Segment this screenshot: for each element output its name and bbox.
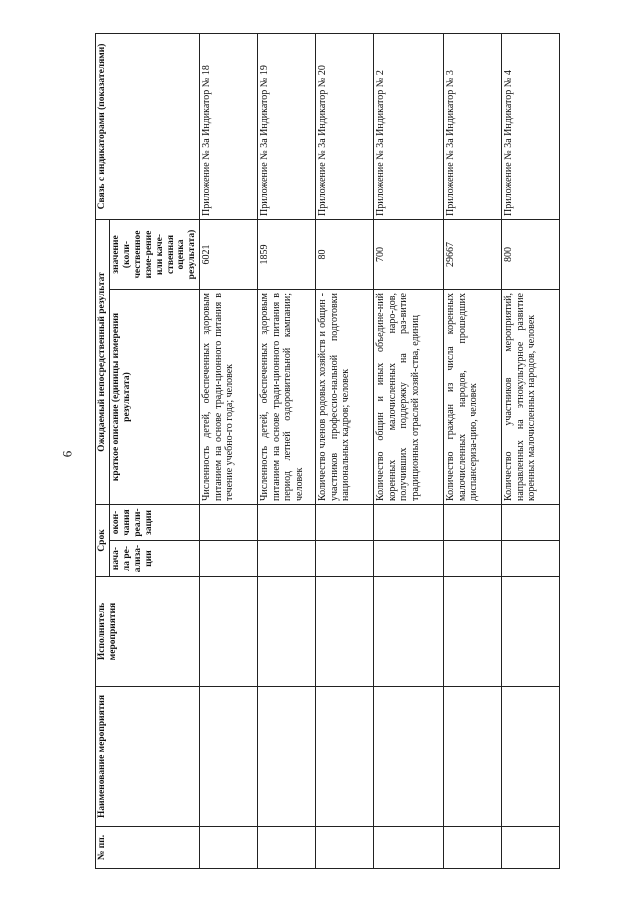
cell-description: Количество членов родовых хозяйств и общин - участников профессио-нальной подготовки национальных кадров; человек xyxy=(316,290,374,505)
table-row xyxy=(444,34,502,869)
cell-end xyxy=(316,505,374,541)
cell-value: 1859 xyxy=(258,220,316,290)
cell-value: 80 xyxy=(316,220,374,290)
cell-value: 6021 xyxy=(200,220,258,290)
cell-no xyxy=(374,827,444,869)
header-executor: Исполнитель мероприятия xyxy=(96,577,200,687)
cell-link: Приложение № 3а Индикатор № 3 xyxy=(444,34,502,220)
cell-description: Численность детей, обеспеченных здоровым питанием на основе тради-ционного питания в период летней оздоровительной кампании; человек xyxy=(258,290,316,505)
cell-end xyxy=(258,505,316,541)
cell-name xyxy=(374,687,444,827)
header-result-value: значение (коли-чественное изме-рение или каче-ственная оценка результата) xyxy=(109,220,199,290)
cell-no xyxy=(444,827,502,869)
cell-start xyxy=(444,541,502,577)
cell-name xyxy=(200,687,258,827)
cell-start xyxy=(316,541,374,577)
cell-description: Количество общин и иных объедине-ний коренных малочисленных наро-дов, получивших поддержку на раз-витие традиционных отраслей хозяй-ства, единиц xyxy=(374,290,444,505)
cell-end xyxy=(502,505,560,541)
cell-executor xyxy=(200,577,258,687)
cell-executor xyxy=(316,577,374,687)
cell-end xyxy=(374,505,444,541)
table-row xyxy=(502,34,560,869)
cell-link: Приложение № 3а Индикатор № 20 xyxy=(316,34,374,220)
cell-name xyxy=(316,687,374,827)
cell-end xyxy=(200,505,258,541)
cell-description: Численность детей, обеспеченных здоровым питанием на основе тради-ционного питания в течение учебно-го года; человек xyxy=(200,290,258,505)
cell-link: Приложение № 3а Индикатор № 4 xyxy=(502,34,560,220)
cell-executor xyxy=(374,577,444,687)
cell-executor xyxy=(502,577,560,687)
table-row xyxy=(200,34,258,869)
cell-end xyxy=(444,505,502,541)
cell-start xyxy=(374,541,444,577)
cell-executor xyxy=(444,577,502,687)
header-period: Срок xyxy=(96,505,110,577)
cell-value: 800 xyxy=(502,220,560,290)
cell-no xyxy=(258,827,316,869)
page-number: 6 xyxy=(59,450,75,458)
cell-description: Количество граждан из числа коренных малочисленных народов, прошедших диспансериза-цию, человек xyxy=(444,290,502,505)
cell-start xyxy=(200,541,258,577)
cell-name xyxy=(502,687,560,827)
cell-link: Приложение № 3а Индикатор № 19 xyxy=(258,34,316,220)
cell-start xyxy=(258,541,316,577)
header-link: Связь с индикаторами (показателями) xyxy=(96,34,200,220)
results-table xyxy=(95,33,560,869)
cell-link: Приложение № 3а Индикатор № 2 xyxy=(374,34,444,220)
table-row xyxy=(374,34,444,869)
cell-no xyxy=(502,827,560,869)
header-period-start: нача-ла ре-ализа-ции xyxy=(109,541,199,577)
cell-value: 700 xyxy=(374,220,444,290)
cell-start xyxy=(502,541,560,577)
cell-name xyxy=(258,687,316,827)
rotated-table-container xyxy=(95,34,538,869)
cell-description: Количество участников мероприятий, направленных на этнокультурное развитие коренных малочисленных народов, человек xyxy=(502,290,560,505)
cell-link: Приложение № 3а Индикатор № 18 xyxy=(200,34,258,220)
header-period-end: окон-чания реали-зации xyxy=(109,505,199,541)
header-name: Наименование мероприятия xyxy=(96,687,200,827)
header-row-1 xyxy=(96,34,110,869)
cell-no xyxy=(200,827,258,869)
table-body xyxy=(200,34,560,869)
cell-name xyxy=(444,687,502,827)
cell-value: 29667 xyxy=(444,220,502,290)
table-row xyxy=(258,34,316,869)
cell-no xyxy=(316,827,374,869)
cell-executor xyxy=(258,577,316,687)
header-result: Ожидаемый непосредственный результат xyxy=(96,220,110,505)
header-no: № пп. xyxy=(96,827,200,869)
table-row xyxy=(316,34,374,869)
header-result-desc: краткое описание (единицы измерения результата) xyxy=(109,290,199,505)
